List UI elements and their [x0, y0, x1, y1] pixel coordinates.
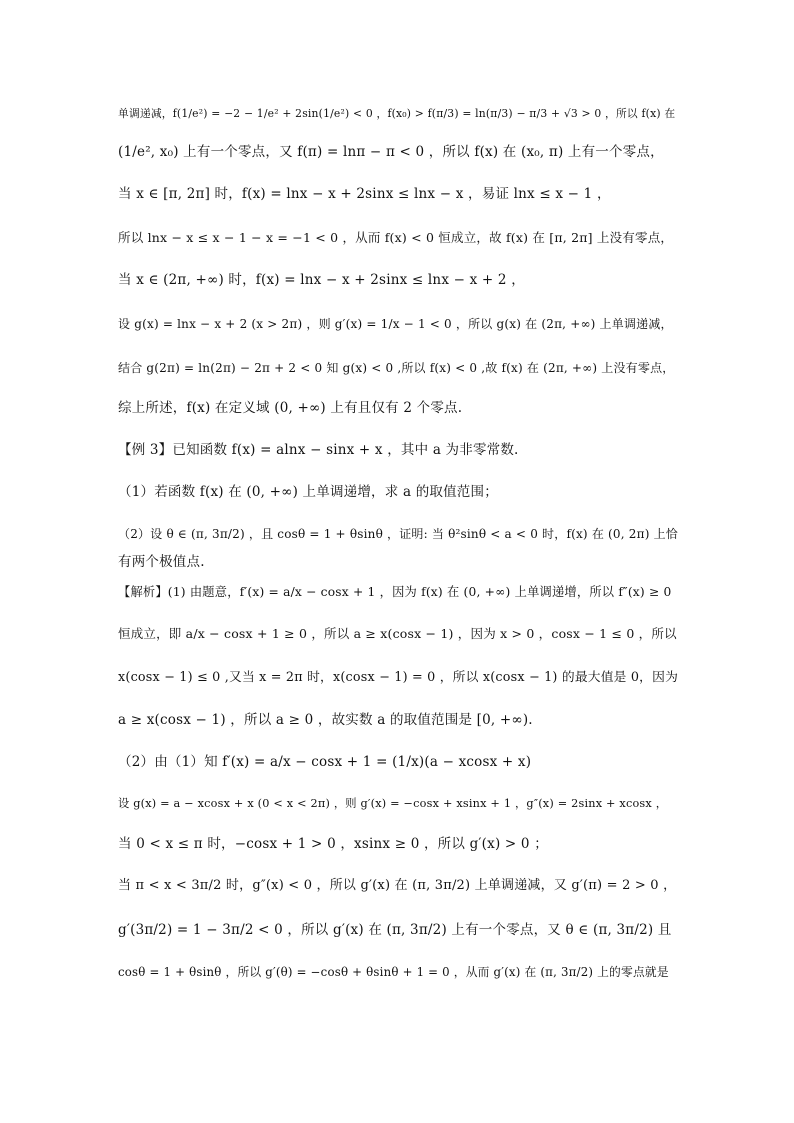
text-line: （2）设 θ ∈ (π, 3π/2) ，且 cosθ = 1 + θsinθ ，证明: 当 θ²sinθ < a < 0 时，f(x) 在 (0, 2π) 上恰 [118, 527, 679, 541]
text-line: 当 x ∈ (2π, +∞) 时，f(x) = lnx − x + 2sinx ≤ lnx − x + 2 ， [118, 272, 525, 288]
text-line: a ≥ x(cosx − 1) ，所以 a ≥ 0 ，故实数 a 的取值范围是 [0, +∞). [118, 712, 533, 728]
solution-heading: 【解析】(1) 由题意，f′(x) = a/x − cosx + 1 ，因为 f(x) 在 (0, +∞) 上单调递增，所以 f″(x) ≥ 0 [118, 585, 672, 599]
text-line: 有两个极值点. [118, 554, 205, 570]
text-line: 设 g(x) = a − xcosx + x (0 < x < 2π) ，则 g′(x) = −cosx + xsinx + 1 ，g″(x) = 2sinx + xcosx ， [118, 797, 668, 810]
text-line: g′(3π/2) = 1 − 3π/2 < 0 ，所以 g′(x) 在 (π, 3π/2) 上有一个零点，又 θ ∈ (π, 3π/2) 且 [118, 922, 672, 938]
text-line: 恒成立，即 a/x − cosx + 1 ≥ 0 ，所以 a ≥ x(cosx − 1) ，因为 x > 0 ，cosx − 1 ≤ 0 ，所以 [118, 626, 677, 641]
text-line: cosθ = 1 + θsinθ ，所以 g′(θ) = −cosθ + θsinθ + 1 = 0 ，从而 g′(x) 在 (π, 3π/2) 上的零点就是 [118, 965, 669, 979]
text-line: 综上所述，f(x) 在定义域 (0, +∞) 上有且仅有 2 个零点. [118, 400, 463, 416]
text-line: 单调递减，f(1/e²) = −2 − 1/e² + 2sin(1/e²) < 0 ，f(x₀) > f(π/3) = ln(π/3) − π/3 + √3 > 0 ，所以 f(x) 在 [118, 107, 676, 120]
text-line: (1/e², x₀) 上有一个零点，又 f(π) = lnπ − π < 0 ，所以 f(x) 在 (x₀, π) 上有一个零点， [118, 144, 664, 160]
text-line: （2）由（1）知 f′(x) = a/x − cosx + 1 = (1/x)(a − xcosx + x) [118, 754, 532, 770]
text-line: 当 x ∈ [π, 2π] 时，f(x) = lnx − x + 2sinx ≤ lnx − x ，易证 lnx ≤ x − 1 ， [118, 186, 611, 202]
text-line: 所以 lnx − x ≤ x − 1 − x = −1 < 0 ，从而 f(x) < 0 恒成立，故 f(x) 在 [π, 2π] 上没有零点， [118, 230, 674, 245]
text-line: 结合 g(2π) = ln(2π) − 2π + 2 < 0 知 g(x) < 0 ,所以 f(x) < 0 ,故 f(x) 在 (2π, +∞) 上没有零点， [118, 361, 675, 375]
text-line: x(cosx − 1) ≤ 0 ,又当 x = 2π 时，x(cosx − 1) = 0 ，所以 x(cosx − 1) 的最大值是 0，因为 [118, 670, 679, 685]
text-line: 当 0 < x ≤ π 时，−cosx + 1 > 0 ，xsinx ≥ 0 ，所以 g′(x) > 0 ； [118, 836, 548, 852]
text-line: 设 g(x) = lnx − x + 2 (x > 2π) ，则 g′(x) = 1/x − 1 < 0 ，所以 g(x) 在 (2π, +∞) 上单调递减， [118, 317, 673, 331]
text-line: （1）若函数 f(x) 在 (0, +∞) 上单调递增，求 a 的取值范围； [118, 484, 498, 500]
example-heading: 【例 3】已知函数 f(x) = alnx − sinx + x ，其中 a 为非零常数. [118, 442, 519, 458]
text-line: 当 π < x < 3π/2 时，g″(x) < 0 ，所以 g′(x) 在 (π, 3π/2) 上单调递减，又 g′(π) = 2 > 0 ， [118, 878, 677, 893]
